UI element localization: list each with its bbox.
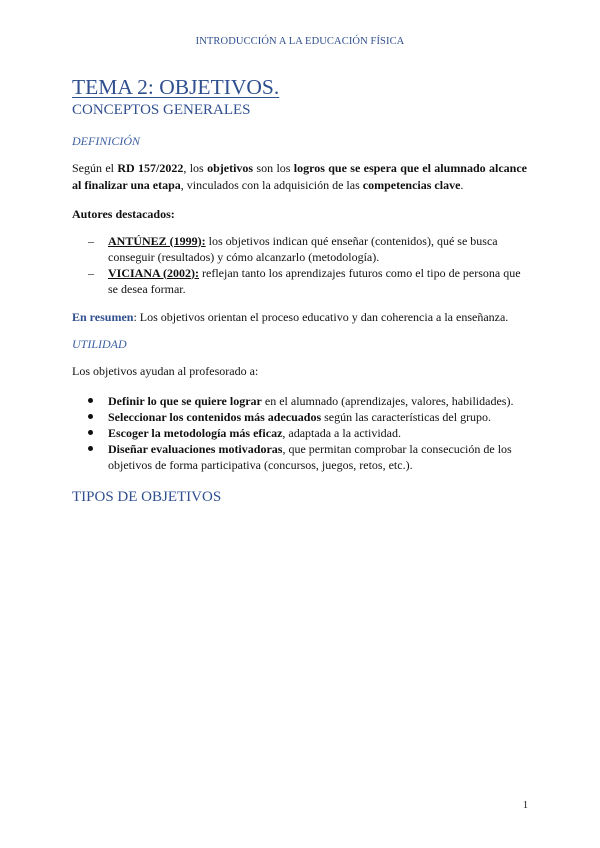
resumen-label: En resumen (72, 309, 134, 324)
autores-list (72, 233, 527, 297)
definicion-logros: logros que se espera que el alumnado alcance al finalizar una etapa (72, 161, 527, 192)
list-item: Seleccionar los contenidos más adecuados según las características del grupo. (108, 409, 527, 425)
bullet-icon (88, 398, 93, 403)
section-title-tipos: TIPOS DE OBJETIVOS (72, 488, 222, 505)
definicion-text-3: , los (183, 161, 208, 175)
definicion-text-7: , vinculados con la adquisición de las (180, 177, 363, 192)
list-item (88, 233, 527, 265)
list-item: Definir lo que se quiere lograr en el alumnado (aprendizajes, valores, habilidades). (108, 393, 527, 409)
subsection-utilidad: UTILIDAD (72, 337, 127, 351)
section-title-conceptos: CONCEPTOS GENERALES (72, 102, 251, 118)
definicion-paragraph (72, 160, 527, 193)
definicion-text-9: . (460, 177, 464, 192)
list-item: Diseñar evaluaciones motivadoras, que permitan comprobar la consecución de los objetivos de forma participativa (concursos, juegos, retos, etc.). (108, 441, 527, 473)
list-item (88, 265, 527, 297)
definicion-objetivos: objetivos (207, 161, 254, 175)
author-name: VICIANA (2002): (108, 265, 199, 280)
resumen-paragraph (72, 309, 527, 326)
resumen-text: : Los objetivos orientan el proceso educativo y dan coherencia a la enseñanza. (133, 309, 509, 324)
dash-marker: – (88, 265, 94, 280)
running-header: INTRODUCCIÓN A LA EDUCACIÓN FÍSICA (195, 36, 405, 47)
author-text: los objetivos indican qué enseñar (contenidos), qué se busca conseguir (resultados) y cómo alcanzarlo (metodología). (108, 233, 498, 264)
utilidad-intro: Los objetivos ayudan al profesorado a: (72, 364, 259, 378)
definicion-rd: RD 157/2022 (117, 161, 184, 175)
page-number: 1 (523, 800, 528, 811)
author-text: reflejan tanto los aprendizajes futuros como el tipo de persona que se desea formar. (108, 265, 521, 296)
bullet-icon (88, 414, 93, 419)
autores-heading: Autores destacados: (72, 207, 175, 221)
definicion-text-1: Según el (72, 161, 118, 175)
tema-title: TEMA 2: OBJETIVOS. (72, 75, 280, 99)
bullet-icon (88, 430, 93, 435)
author-name: ANTÚNEZ (1999): (108, 233, 206, 248)
list-item: Escoger la metodología más eficaz, adaptada a la actividad. (108, 425, 527, 441)
definicion-competencias: competencias clave (362, 177, 461, 192)
page-content (72, 74, 527, 507)
definicion-text-5: son los (253, 161, 294, 175)
subsection-definicion: DEFINICIÓN (72, 134, 140, 148)
bullet-icon (88, 446, 93, 451)
dash-marker: – (88, 233, 94, 248)
utilidad-list (72, 393, 527, 473)
